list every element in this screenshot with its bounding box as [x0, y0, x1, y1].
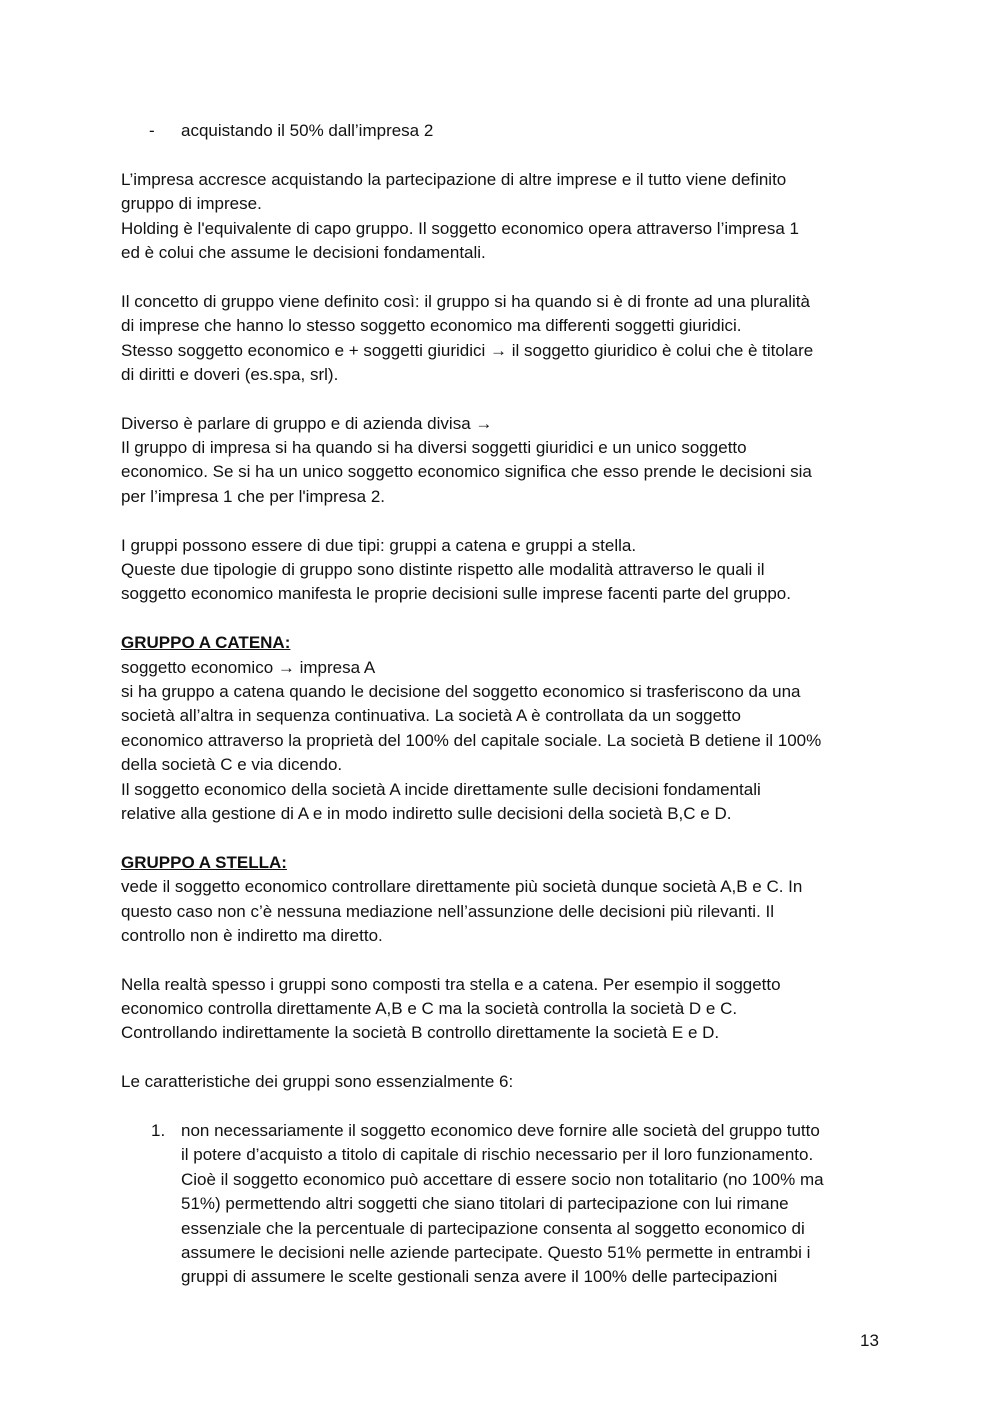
text-line: vede il soggetto economico controllare direttamente più società dunque società A,B e C. In: [121, 877, 803, 897]
section-heading: GRUPPO A CATENA:: [121, 633, 291, 653]
section-gruppo-catena: [121, 631, 891, 826]
text-line: società all’altra in sequenza continuativa. La società A è controllata da un soggetto: [121, 706, 741, 726]
text-line: ed è colui che assume le decisioni fondamentali.: [121, 242, 486, 262]
dash-list-item: [121, 119, 891, 143]
text-line: economico. Se si ha un unico soggetto economico significa che esso prende le decisioni sia: [121, 462, 812, 482]
text-line: di diritti e doveri (es.spa, srl).: [121, 364, 339, 384]
paragraph-caratteristiche: [121, 1070, 891, 1094]
numbered-list-item: [121, 1119, 891, 1290]
text-line: Controllando indirettamente la società B controllo direttamente la società E e D.: [121, 1023, 720, 1043]
text-line: il potere d’acquisto a titolo di capitale di rischio necessario per il loro funzionamento.: [181, 1145, 814, 1165]
text-line: Il concetto di gruppo viene definito così: il gruppo si ha quando si è di fronte ad una pluralità: [121, 291, 810, 311]
list-number-marker: 1.: [151, 1121, 166, 1141]
page-content: [121, 119, 891, 1290]
text-line: Cioè il soggetto economico può accettare di essere socio non totalitario (no 100% ma: [181, 1169, 824, 1189]
text-line: assumere le decisioni nelle aziende partecipate. Questo 51% permette in entrambi i: [181, 1242, 811, 1262]
text-line: di imprese che hanno lo stesso soggetto economico ma differenti soggetti giuridici.: [121, 316, 742, 336]
text-line: soggetto economico manifesta le proprie decisioni sulle imprese facenti parte del gruppo.: [121, 584, 791, 604]
paragraph-azienda-divisa: [121, 412, 891, 510]
text-line: Il gruppo di impresa si ha quando si ha diversi soggetti giuridici e un unico soggetto: [121, 438, 747, 458]
paragraph-tipi-gruppi: [121, 534, 891, 607]
text-line: questo caso non c’è nessuna mediazione nell’assunzione delle decisioni più rilevanti. Il: [121, 901, 775, 921]
text-line: Diverso è parlare di gruppo e di azienda divisa →: [121, 413, 493, 433]
text-line: controllo non è indiretto ma diretto.: [121, 925, 383, 945]
paragraph-concetto-gruppo: [121, 290, 891, 388]
text-line: Il soggetto economico della società A incide direttamente sulle decisioni fondamentali: [121, 779, 761, 799]
text-line: non necessariamente il soggetto economico deve fornire alle società del gruppo tutto: [181, 1121, 820, 1141]
page-number: 13: [860, 1331, 879, 1350]
list-dash-marker: -: [149, 121, 155, 140]
text-line: economico controlla direttamente A,B e C ma la società controlla la società D e C.: [121, 999, 738, 1019]
text-line: 51%) permettendo altri soggetti che siano titolari di partecipazione con lui rimane: [181, 1194, 789, 1214]
text-line: I gruppi possono essere di due tipi: gruppi a catena e gruppi a stella.: [121, 535, 637, 555]
text-line: essenziale che la percentuale di partecipazione consenta al soggetto economico di: [181, 1218, 805, 1238]
text-line: economico attraverso la proprietà del 100% del capitale sociale. La società B detiene il 100%: [121, 730, 822, 750]
text-line: per l’impresa 1 che per l'impresa 2.: [121, 486, 386, 506]
dash-item-text: acquistando il 50% dall’impresa 2: [181, 121, 434, 140]
text-line: Holding è l'equivalente di capo gruppo. Il soggetto economico opera attraverso l’impresa 1: [121, 218, 799, 238]
paragraph-gruppi-misti: [121, 973, 891, 1046]
text-line: Stesso soggetto economico e + soggetti giuridici → il soggetto giuridico è colui che è titolare: [121, 340, 814, 360]
text-line: relative alla gestione di A e in modo indiretto sulle decisioni della società B,C e D.: [121, 803, 732, 823]
text-line: si ha gruppo a catena quando le decisione del soggetto economico si trasferiscono da una: [121, 681, 801, 701]
paragraph-impresa-gruppo: [121, 168, 891, 266]
text-line: gruppo di imprese.: [121, 194, 262, 214]
text-line: Nella realtà spesso i gruppi sono composti tra stella e a catena. Per esempio il soggetto: [121, 974, 781, 994]
section-heading: GRUPPO A STELLA:: [121, 852, 287, 872]
text-line: gruppi di assumere le scelte gestionali senza avere il 100% delle partecipazioni: [181, 1267, 778, 1287]
text-line: Le caratteristiche dei gruppi sono essenzialmente 6:: [121, 1072, 514, 1092]
text-line: Queste due tipologie di gruppo sono distinte rispetto alle modalità attraverso le quali il: [121, 560, 765, 580]
section-gruppo-stella: [121, 851, 891, 949]
text-line: L’impresa accresce acquistando la partecipazione di altre imprese e il tutto viene definito: [121, 169, 787, 189]
text-line: della società C e via dicendo.: [121, 755, 343, 775]
text-line: soggetto economico → impresa A: [121, 657, 376, 677]
